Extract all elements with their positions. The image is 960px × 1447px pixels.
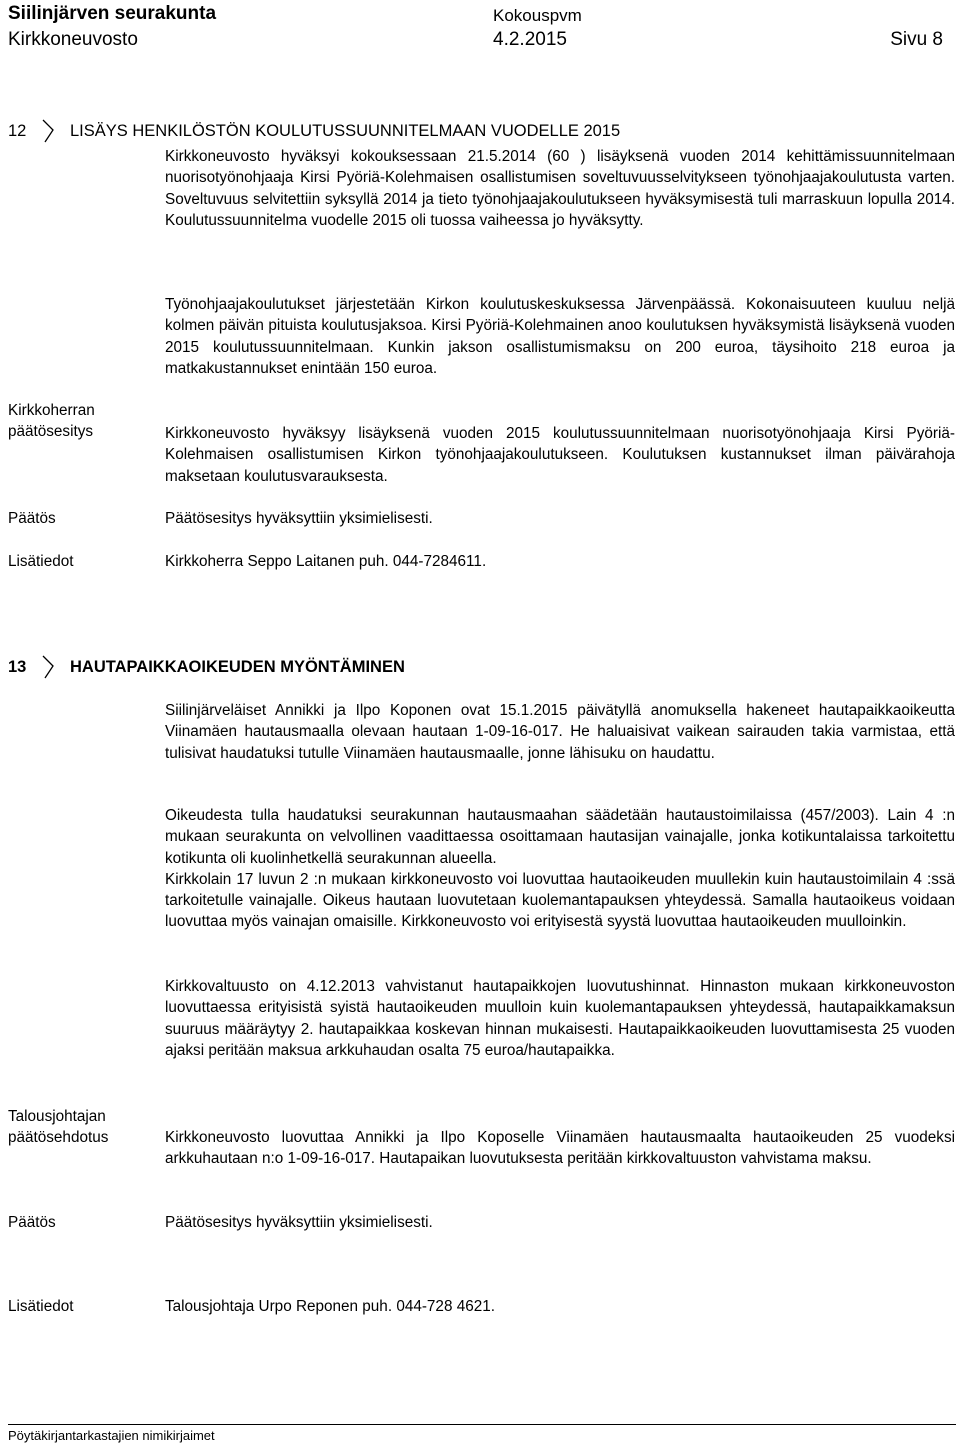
section-13-paragraph-2a: Oikeudesta tulla haudatuksi seurakunnan hautausmaahan säädetään hautaustoimilaissa (457/2003). Lain 4 :n mukaan seurakunta on velvollinen vaadittaessa osoittamaan hautasijan vainajalle, jonka kotikuntalaissa tarkoitettu kotikunta oli kuolinhetkellä seurakunnan alueella. (165, 807, 955, 867)
proposal-label: Talousjohtajan (8, 1108, 106, 1125)
header-body: Kirkkoneuvosto (8, 29, 138, 50)
proposal-label-2: päätösesitys (8, 423, 94, 440)
section-13-number: 13 (8, 658, 27, 676)
section-12-info-block (165, 551, 955, 572)
footer-signatures: Pöytäkirjantarkastajien nimikirjaimet (8, 1428, 215, 1443)
section-12-decision: Päätösesitys hyväksyttiin yksimielisesti. (165, 510, 433, 527)
decision-label: Päätös (8, 1214, 56, 1231)
info-label: Lisätiedot (8, 553, 74, 570)
footer-divider (8, 1424, 956, 1425)
decision-label: Päätös (8, 510, 56, 527)
section-13-proposal-block (165, 1127, 955, 1170)
section-12-title: LISÄYS HENKILÖSTÖN KOULUTUSSUUNNITELMAAN VUODELLE 2015 (70, 122, 621, 140)
section-sign-icon (38, 118, 60, 144)
section-13-title: HAUTAPAIKKAOIKEUDEN MYÖNTÄMINEN (70, 658, 405, 676)
proposal-label: Kirkkoherran (8, 402, 95, 419)
section-12-info: Kirkkoherra Seppo Laitanen puh. 044-7284611. (165, 553, 487, 570)
section-13-law (165, 805, 955, 933)
section-13-intro (165, 700, 955, 764)
section-13-proposal: Kirkkoneuvosto luovuttaa Annikki ja Ilpo Koposelle Viinamäen hautausmaalta hautaoikeuden 25 vuodeksi arkkuhautaan n:o 1-09-16-017. Hautapaikan luovutuksesta peritään kirkkovaltuuston vahvistama maksu. (165, 1129, 955, 1168)
section-13-info: Talousjohtaja Urpo Reponen puh. 044-728 4621. (165, 1298, 495, 1315)
header-date-label: Kokouspvm (493, 6, 582, 25)
header-org: Siilinjärven seurakunta (8, 3, 217, 24)
section-13-paragraph-3: Kirkkovaltuusto on 4.12.2013 vahvistanut hautapaikkojen luovutushinnat. Hinnaston mukaan kirkkoneuvoston luovuttaessa erityisistä syistä hautaoikeuden muulloin kuin kuolemantapauksen yhteydessä, hautapaikkamaksun suuruus määräytyy 2. hautapaikkaa koskevan hinnan mukaisesti. Hautapaikkaoikeuden luovuttamisesta 25 vuoden ajaksi peritään maksua arkkuhaudan osalta 75 euroa/hautapaikka. (165, 978, 955, 1059)
section-13-info-block (165, 1296, 955, 1317)
header-date: 4.2.2015 (493, 29, 567, 50)
section-12-proposal-block (165, 423, 955, 487)
section-12-details (165, 294, 955, 379)
section-13-pricing (165, 976, 955, 1061)
section-12-paragraph-1: Kirkkoneuvosto hyväksyi kokouksessaan 21.5.2014 (60 ) lisäyksenä vuoden 2014 kehittämissuunnitelmaan nuorisotyönohjaaja Kirsi Pyöriä-Kolehmaisen osallistumisen soveltuvuusselvitykseen työnohjaajakoulutusta varten. Soveltuvuus selvitettiin syksyllä 2014 ja tieto työnohjaajakoulutukseen hyväksymisestä tuli marraskuun lopulla 2014. Koulutussuunnitelma vuodelle 2015 oli tuossa vaiheessa jo hyväksytty. (165, 148, 955, 229)
section-13-paragraph-1: Siilinjärveläiset Annikki ja Ilpo Koponen ovat 15.1.2015 päivätyllä anomuksella hakeneet hautapaikkaoikeutta Viinamäen hautausmaalla olevaan hautaan 1-09-16-017. He haluaisivat vaikean sairauden takia varmistaa, että tulisivat haudatuksi tutulle Viinamäen hautausmaalle, jonne lähisuku on haudattu. (165, 702, 955, 762)
section-12-paragraph-2: Työnohjaajakoulutukset järjestetään Kirkon koulutuskeskuksessa Järvenpäässä. Kokonaisuuteen kuuluu neljä kolmen päivän pituista koulutusjaksoa. Kirsi Pyöriä-Kolehmainen anoo koulutuksen hyväksymistä lisäyksenä vuoden 2015 koulutussuunnitelmaan. Kunkin jakson osallistumismaksu on 200 euroa, täysihoito 218 euroa ja matkakustannukset enintään 150 euroa. (165, 296, 955, 377)
section-sign-icon (38, 654, 60, 680)
info-label: Lisätiedot (8, 1298, 74, 1315)
section-12-proposal: Kirkkoneuvosto hyväksyy lisäyksenä vuoden 2015 koulutussuunnitelmaan nuorisotyönohjaaja Kirsi Pyöriä-Kolehmaisen osallistumisen Kirkon työnohjaajakoulutukseen. Koulutuksen kustannukset ilman päivärahoja maksetaan koulutusvarauksesta. (165, 425, 955, 485)
header-page: Sivu 8 (890, 29, 943, 50)
section-12-number: 12 (8, 122, 27, 140)
section-13-paragraph-2b: Kirkkolain 17 luvun 2 :n mukaan kirkkoneuvosto voi luovuttaa hautaoikeuden muullekin kuin hautaustoimilain 4 :ssä tarkoitetulle vainajalle. Oikeus hautaan luovutetaan kuolemantapauksen yhteydessä. Samalla hautaoikeus voidaan luovuttaa myös vainajan omaisille. Kirkkoneuvosto voi erityisestä syystä luovuttaa hautaoikeuden muulloinkin. (165, 870, 955, 931)
section-12-decision-block (165, 508, 955, 529)
proposal-label-2: päätösehdotus (8, 1129, 109, 1146)
section-13-decision-block (165, 1212, 955, 1233)
section-13-decision: Päätösesitys hyväksyttiin yksimielisesti. (165, 1214, 433, 1231)
section-12-intro (165, 146, 955, 231)
